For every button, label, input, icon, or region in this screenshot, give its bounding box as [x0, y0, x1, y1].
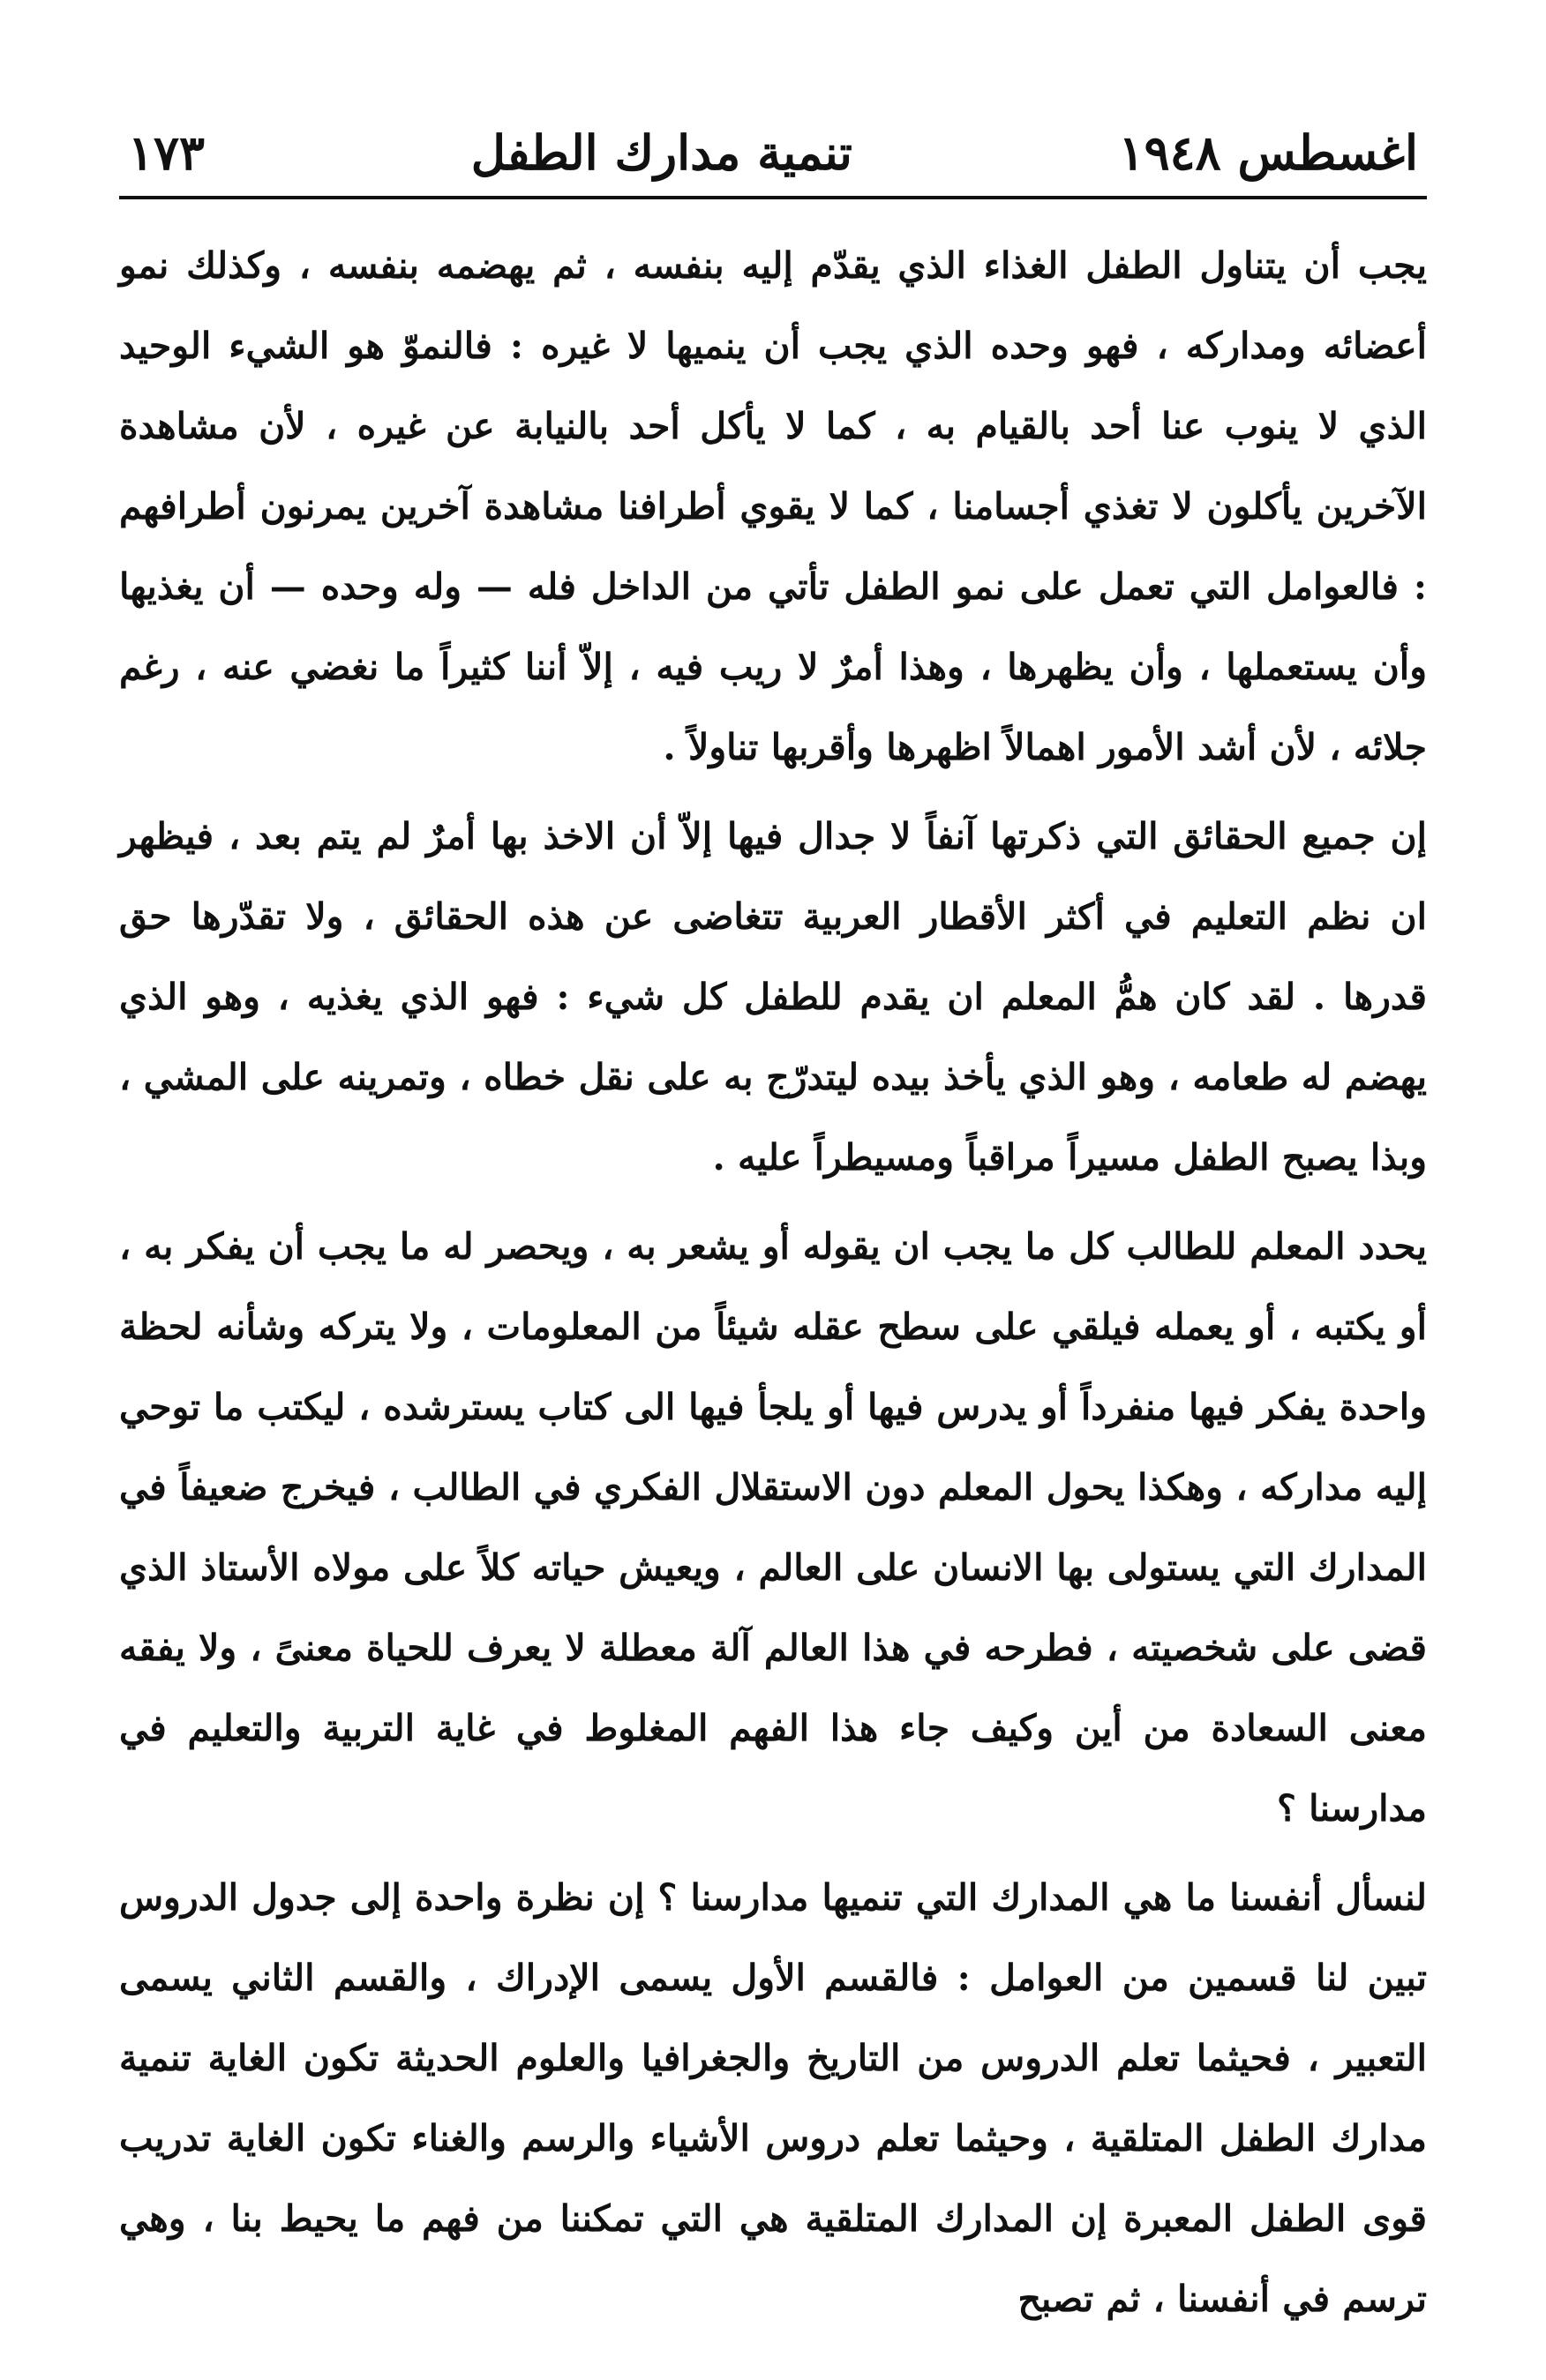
header-divider: [119, 196, 1427, 199]
page-number: ١٧٣: [128, 124, 206, 181]
header-date: اغسطس ١٩٤٨: [1118, 124, 1418, 181]
page-header: [119, 106, 1427, 181]
paragraph-4: لنسأل أنفسنا ما هي المدارك التي تنميها مدارسنا ؟ إن نظرة واحدة إلى جدول الدروس تبين لنا قسمين من العوامل : فالقسم الأول يسمى الإدراك ، والقسم الثاني يسمى التعبير ، فحيثما تعلم الدروس من التاريخ والجغرافيا والعلوم الحديثة تكون الغاية تنمية مدارك الطفل المتلقية ، وحيثما تعلم دروس الأشياء والرسم والغناء تكون الغاية تدريب قوى الطفل المعبرة إن المدارك المتلقية هي التي تمكننا من فهم ما يحيط بنا ، وهي ترسم في أنفسنا ، ثم تصبح: [119, 1876, 1427, 2320]
body-text: [119, 226, 1427, 2339]
paragraph-2: إن جميع الحقائق التي ذكرتها آنفاً لا جدال فيها إلاّ أن الاخذ بها أمرٌ لم يتم بعد ، فيظهر ان نظم التعليم في أكثر الأقطار العربية تتغاضى عن هذه الحقائق ، ولا تقدّرها حق قدرها . لقد كان همُّ المعلم ان يقدم للطفل كل شيء : فهو الذي يغذيه ، وهو الذي يهضم له طعامه ، وهو الذي يأخذ بيده ليتدرّج به على نقل خطاه ، وتمرينه على المشي ، وبذا يصبح الطفل مسيراً مراقباً ومسيطراً عليه .: [119, 815, 1427, 1179]
running-title: تنمية مدارك الطفل: [470, 124, 852, 181]
paragraph-3: يحدد المعلم للطالب كل ما يجب ان يقوله أو يشعر به ، ويحصر له ما يجب أن يفكر به ، أو يكتبه ، أو يعمله فيلقي على سطح عقله شيئاً من المعلومات ، ولا يتركه وشأنه لحظة واحدة يفكر فيها منفرداً أو يدرس فيها أو يلجأ فيها الى كتاب يسترشده ، ليكتب ما توحي إليه مداركه ، وهكذا يحول المعلم دون الاستقلال الفكري في الطالب ، فيخرج ضعيفاً في المدارك التي يستولى بها الانسان على العالم ، ويعيش حياته كلاً على مولاه الأستاذ الذي قضى على شخصيته ، فطرحه في هذا العالم آلة معطلة لا يعرف للحياة معنىً ، ولا يفقه معنى السعادة من أين وكيف جاء هذا الفهم المغلوط في غاية التربية والتعليم في مدارسنا ؟: [119, 1225, 1427, 1830]
paragraph-1: يجب أن يتناول الطفل الغذاء الذي يقدّم إليه بنفسه ، ثم يهضمه بنفسه ، وكذلك نمو أعضائه ومداركه ، فهو وحده الذي يجب أن ينميها لا غيره : فالنموّ هو الشيء الوحيد الذي لا ينوب عنا أحد بالقيام به ، كما لا يأكل أحد بالنيابة عن غيره ، لأن مشاهدة الآخرين يأكلون لا تغذي أجسامنا ، كما لا يقوي أطرافنا مشاهدة آخرين يمرنون أطرافهم : فالعوامل التي تعمل على نمو الطفل تأتي من الداخل فله — وله وحده — أن يغذيها وأن يستعملها ، وأن يظهرها ، وهذا أمرٌ لا ريب فيه ، إلاّ أننا كثيراً ما نغضي عنه ، رغم جلائه ، لأن أشد الأمور اهمالاً اظهرها وأقربها تناولاً .: [119, 244, 1427, 768]
